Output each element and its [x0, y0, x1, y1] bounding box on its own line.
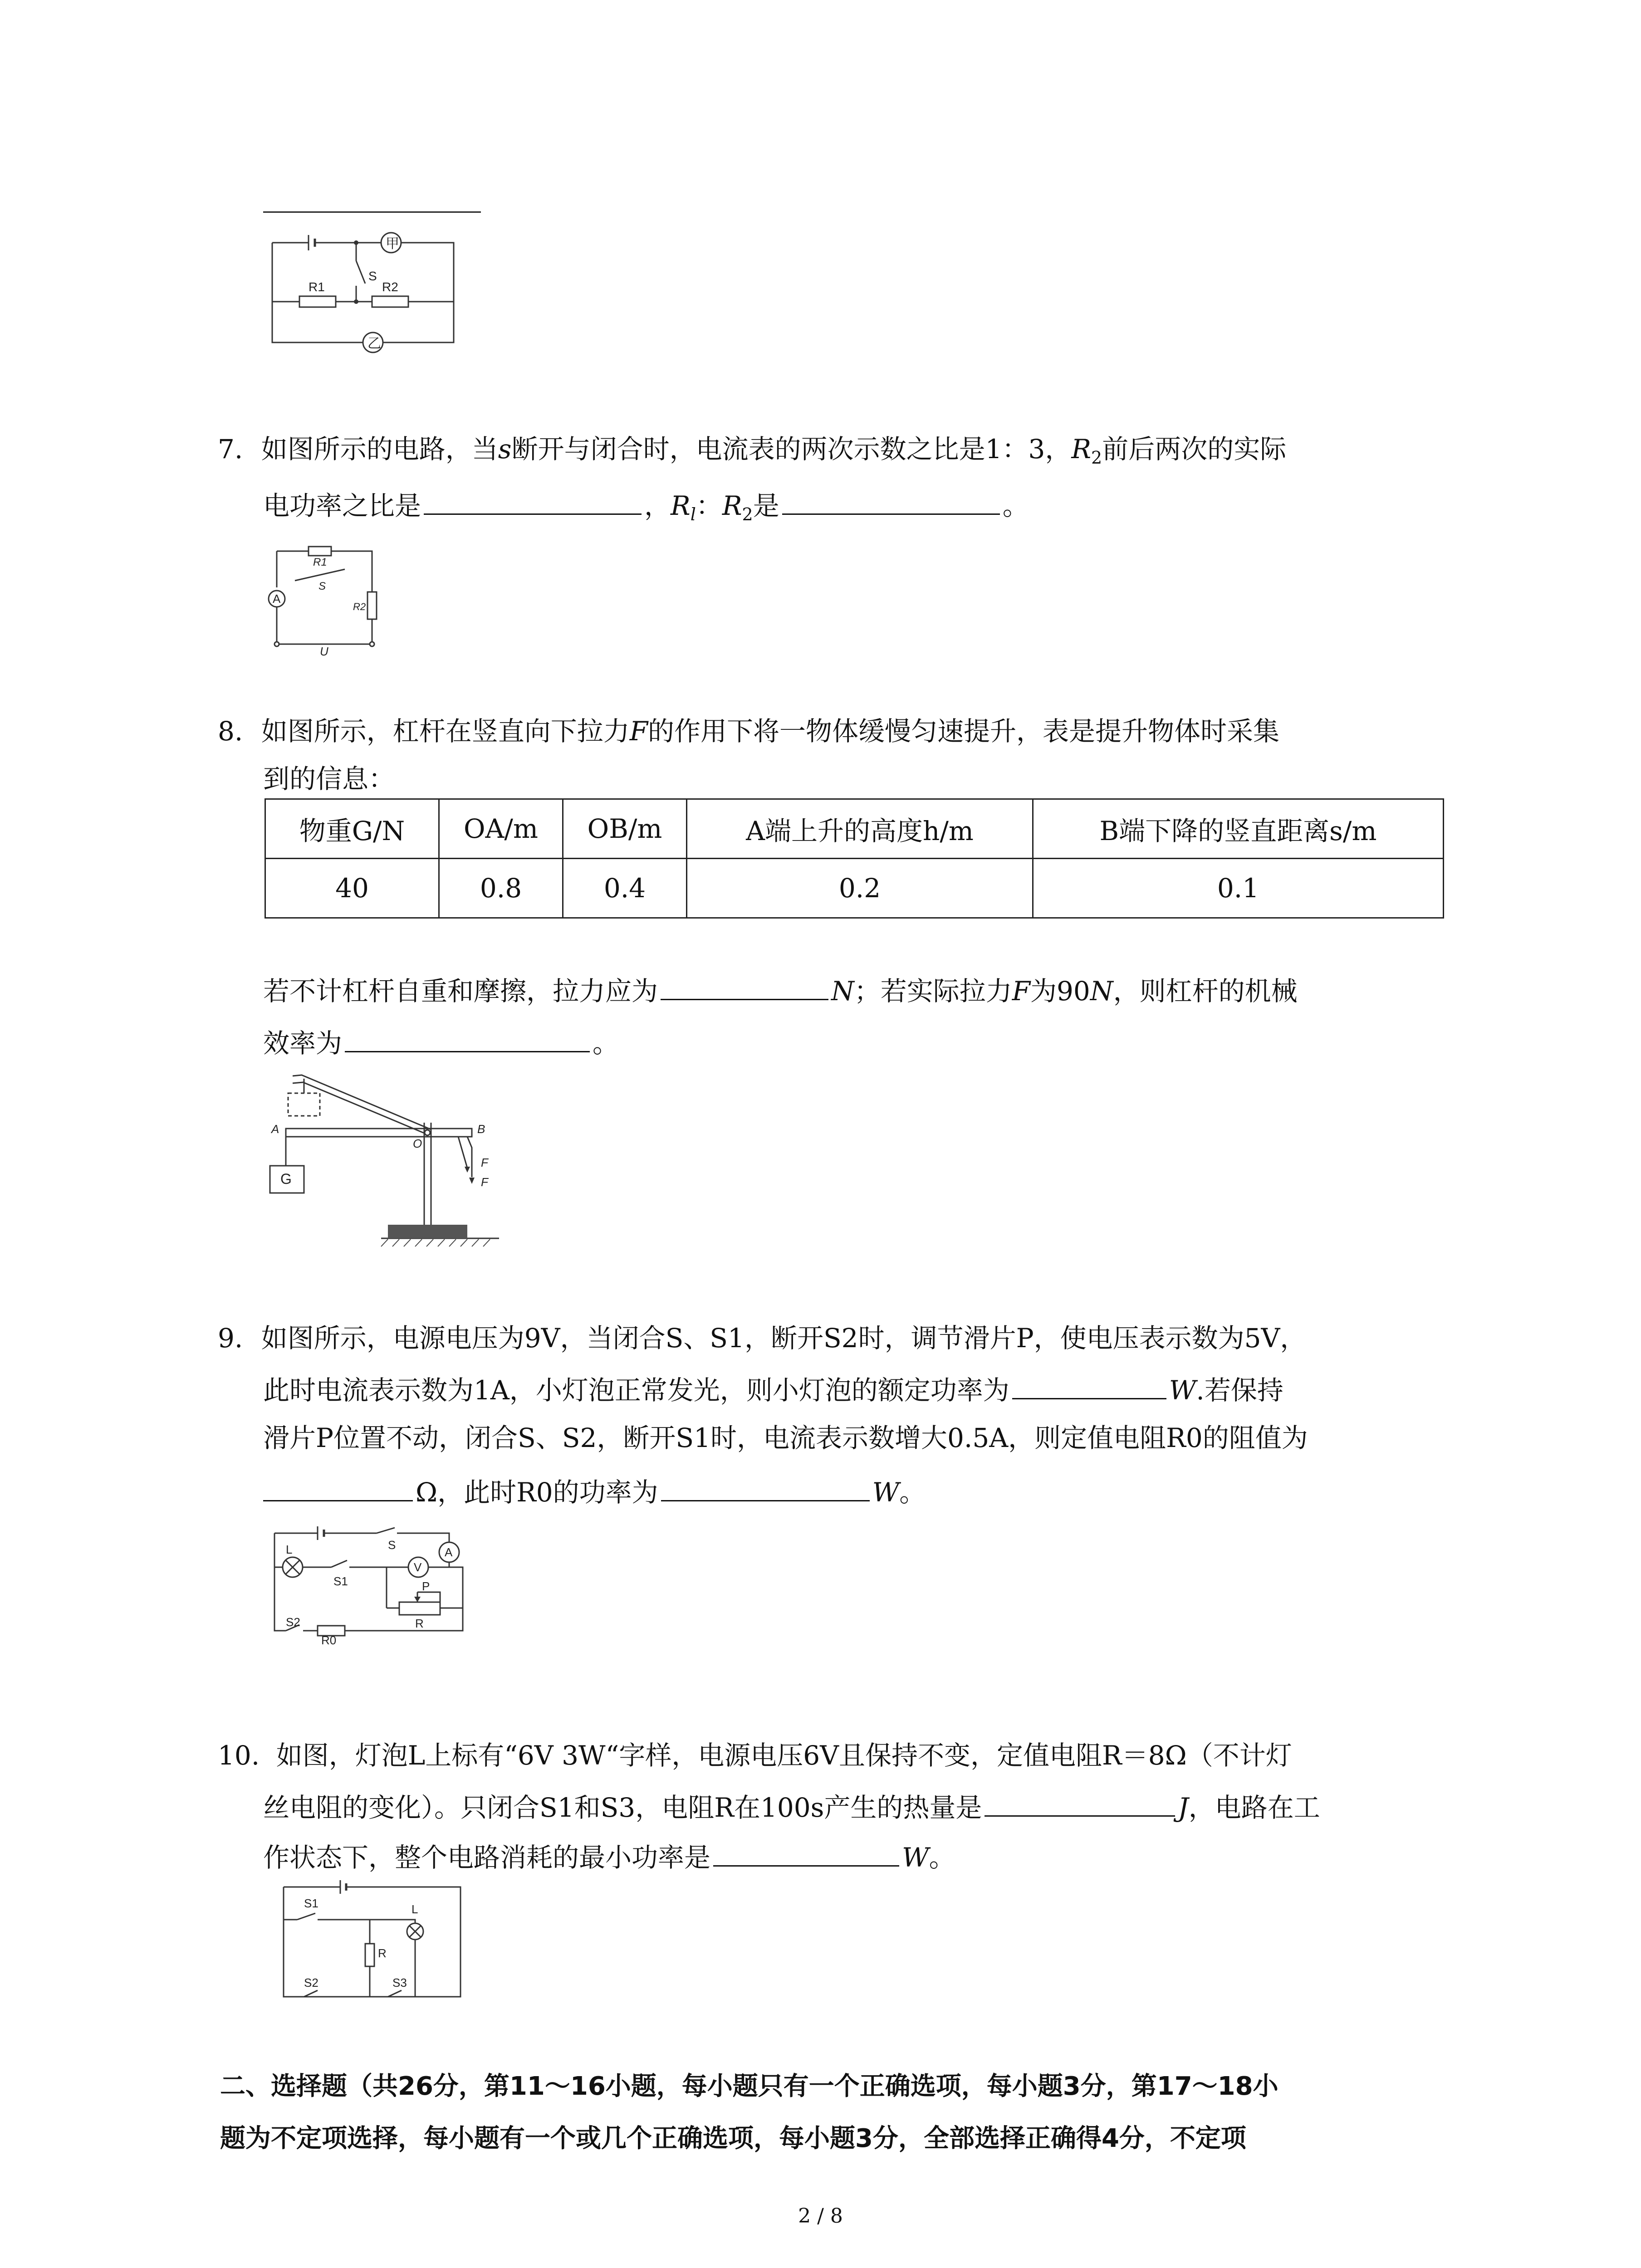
- q9-fig-v: V: [414, 1560, 422, 1574]
- q10-answer-blank-1[interactable]: [985, 1789, 1175, 1817]
- table-header-cell: B端下降的竖直距离s/m: [1033, 799, 1444, 859]
- page-number: 2 / 8: [798, 2204, 843, 2228]
- table-row: [265, 859, 1444, 918]
- q9-answer-blank-1[interactable]: [1012, 1372, 1166, 1399]
- table-header-cell: 物重G/N: [265, 799, 439, 859]
- q9-fig-r0: R0: [321, 1633, 337, 1647]
- q6-circuit-figure: [263, 222, 472, 363]
- table-header-cell: OB/m: [563, 799, 687, 859]
- table-header-cell: A端上升的高度h/m: [687, 799, 1033, 859]
- q8-data-table: [265, 798, 1444, 919]
- meter-jia-label: 甲: [386, 236, 399, 251]
- r1-label: R1: [309, 280, 325, 294]
- q10-number: 10.: [218, 1740, 260, 1771]
- q9-fig-p: P: [422, 1579, 430, 1593]
- q9-fig-r: R: [415, 1617, 424, 1630]
- q9-circuit-figure: [268, 1524, 485, 1647]
- q7-answer-blank-1[interactable]: [424, 487, 642, 515]
- q7-line-2: 电功率之比是 ，$R_l$：$R_2$是 。: [263, 481, 1029, 539]
- q8-fig-f1: F: [481, 1156, 488, 1169]
- q8-line-1: 8. 如图所示，杠杆在竖直向下拉力F的作用下将一物体缓慢匀速提升，表是提升物体时采集: [218, 716, 1280, 747]
- q9-number: 9.: [218, 1323, 243, 1354]
- q9-line-2: 此时电流表示数为1A，小灯泡正常发光，则小灯泡的额定功率为 W.若保持: [263, 1365, 1283, 1415]
- q8-answer-blank-1[interactable]: [661, 973, 828, 1000]
- q9-fig-s2: S2: [286, 1615, 300, 1629]
- q9-line-3: 滑片P位置不动，闭合S、S2，断开S1时，电流表示数增大0.5A，则定值电阻R0的阻值为: [263, 1422, 1308, 1453]
- table-header-row: [265, 799, 1444, 859]
- table-cell: 0.8: [439, 859, 563, 918]
- q10-fig-l: L: [411, 1902, 418, 1916]
- q10-fig-s3: S3: [392, 1976, 407, 1989]
- q9-answer-blank-2[interactable]: [263, 1474, 413, 1501]
- q9-fig-s: S: [388, 1538, 396, 1552]
- q10-fig-s2: S2: [304, 1976, 318, 1989]
- q7-number: 7.: [218, 434, 243, 464]
- q8-line-2: 到的信息：: [263, 763, 395, 794]
- q10-line-3: 作状态下，整个电路消耗的最小功率是 W。: [263, 1833, 955, 1882]
- q10-circuit-figure: [279, 1878, 470, 2005]
- q9-fig-a: A: [445, 1545, 453, 1559]
- table-cell: 0.2: [687, 859, 1033, 918]
- meter-yi-label: 乙: [367, 336, 381, 351]
- q8-fig-o: O: [413, 1137, 422, 1150]
- q8-fig-a: A: [271, 1122, 279, 1136]
- table-cell: 0.1: [1033, 859, 1444, 918]
- q7-fig-u: U: [320, 645, 328, 658]
- table-cell: 0.4: [563, 859, 687, 918]
- q9-line-1: 9. 如图所示，电源电压为9V，当闭合S、S1，断开S2时，调节滑片P，使电压表示数为5V，: [218, 1323, 1307, 1354]
- q8-fig-f2: F: [481, 1175, 488, 1189]
- q10-line-2: 丝电阻的变化）。只闭合S1和S3，电阻R在100s产生的热量是 J，电路在工: [263, 1783, 1320, 1833]
- q7-line-1: 7. 如图所示的电路，当s断开与闭合时，电流表的两次示数之比是1：3，$R_2$前后两次的实际: [218, 434, 1287, 468]
- switch-label: S: [368, 269, 377, 283]
- q10-fig-r: R: [378, 1946, 387, 1960]
- q8-fig-b: B: [477, 1122, 485, 1136]
- q8-fig-g: G: [280, 1171, 292, 1187]
- q8-lever-figure: [268, 1070, 504, 1247]
- q9-answer-blank-3[interactable]: [661, 1474, 870, 1501]
- r2-label: R2: [382, 280, 398, 294]
- q10-answer-blank-2[interactable]: [713, 1839, 899, 1867]
- q7-fig-ammeter: A: [273, 592, 281, 606]
- q10-fig-s1: S1: [304, 1897, 318, 1910]
- q7-answer-blank-2[interactable]: [782, 487, 1000, 515]
- answer-line-previous: [263, 211, 481, 213]
- section-2-heading-line-2: 题为不定项选择，每小题有一个或几个正确选项，每小题3分，全部选择正确得4分，不定项: [220, 2124, 1246, 2153]
- table-cell: 40: [265, 859, 439, 918]
- q9-fig-l: L: [286, 1543, 293, 1556]
- q7-fig-s: S: [318, 580, 326, 592]
- q8-answer-blank-2[interactable]: [345, 1025, 590, 1052]
- q7-fig-r1: R1: [313, 556, 327, 568]
- q8-line-4: 效率为 。: [263, 1018, 619, 1068]
- q9-fig-s1: S1: [333, 1574, 348, 1588]
- section-2-heading-line-1: 二、选择题（共26分，第11～16小题，每小题只有一个正确选项，每小题3分，第17～18小: [220, 2072, 1279, 2101]
- q7-circuit-figure: [268, 542, 386, 660]
- q10-line-1: 10. 如图，灯泡L上标有“6V 3W“字样，电源电压6V且保持不变，定值电阻R＝8Ω（不计灯: [218, 1740, 1292, 1771]
- q8-number: 8.: [218, 716, 243, 747]
- q8-line-3: 若不计杠杆自重和摩擦，拉力应为 N；若实际拉力F为90N，则杠杆的机械: [263, 966, 1298, 1016]
- q7-fig-r2: R2: [353, 601, 366, 612]
- table-header-cell: OA/m: [439, 799, 563, 859]
- q9-line-4: Ω，此时R0的功率为 W。: [263, 1467, 926, 1517]
